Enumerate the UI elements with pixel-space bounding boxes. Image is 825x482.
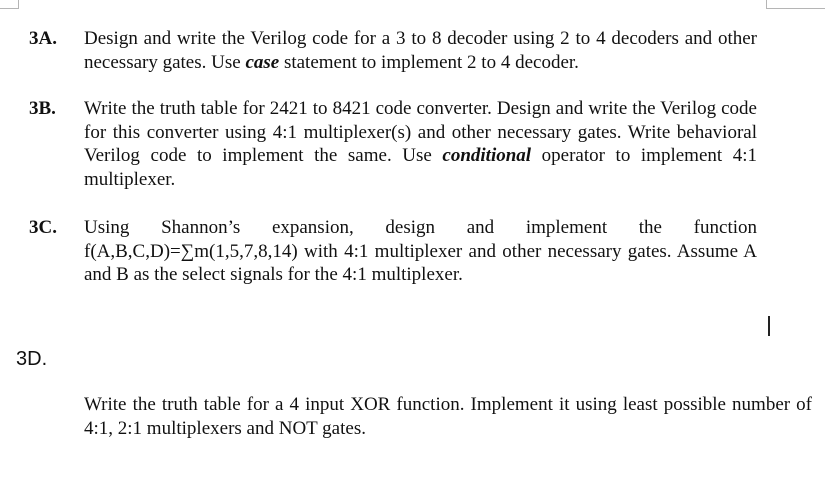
question-text[interactable]: Write the truth table for 2421 to 8421 code converter. Design and write the Verilog code for this converter using 4:1 multiplexer(s) and other necessary gates. Write behavioral Verilog code to implement the same. Use conditional operator to implement 4:1 multiplexer. [84, 98, 758, 190]
page-corner-mark-left [0, 0, 19, 9]
page-corner-mark-right [766, 0, 825, 9]
question-text[interactable]: Design and write the Verilog code for a 3 to 8 decoder using 2 to 4 decoders and other necessary gates. Use case statement to implement 2 to 4 decoder. [84, 28, 757, 73]
text-cursor [768, 316, 770, 336]
question-number: 3C. [29, 217, 57, 238]
question-3d-text[interactable]: Write the truth table for a 4 input XOR function. Implement it using least possible number of 4:1, 2:1 multiplexers and NOT gates. [84, 394, 812, 439]
emphasis-conditional: conditional [442, 145, 532, 166]
question-number: 3B. [29, 98, 56, 119]
question-text[interactable]: Using Shannon’s expansion, design and implement the function f(A,B,C,D)=∑m(1,5,7,8,14) with 4:1 multiplexer and other necessary gates. Assume A and B as the select signals for the 4:1 multiplexer. [84, 217, 757, 285]
question-number: 3A. [29, 28, 57, 49]
question-number-3d: 3D. [16, 348, 48, 370]
emphasis-case: case [245, 51, 280, 73]
